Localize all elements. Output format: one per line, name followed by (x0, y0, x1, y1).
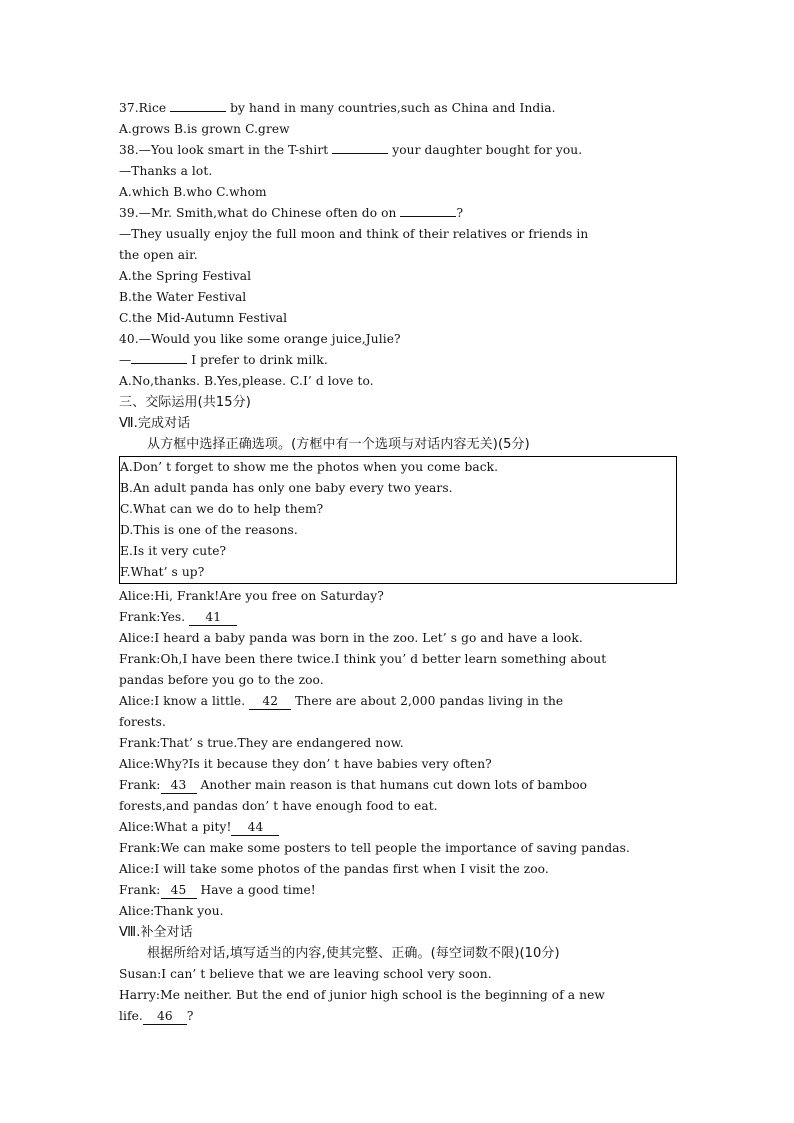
q38-reply: —Thanks a lot. (119, 164, 213, 178)
dialogue-line: Alice:I will take some photos of the pandas first when I visit the zoo. (119, 862, 549, 876)
choice-d: D.This is one of the reasons. (120, 523, 298, 537)
part8-instruction: 根据所给对话,填写适当的内容,使其完整、正确。(每空词数不限)(10分) (147, 946, 560, 961)
q40-options: A.No,thanks. B.Yes,please. C.I’ d love to. (119, 374, 374, 388)
part8-title: Ⅷ.补全对话 (119, 925, 193, 940)
dialogue-line: Alice:I heard a baby panda was born in the zoo. Let’ s go and have a look. (119, 631, 583, 645)
dialogue-line: Frank: 45 Have a good time! (119, 883, 316, 897)
dialogue-line: Frank: 43 Another main reason is that humans cut down lots of bamboo (119, 778, 588, 792)
q39-option-c: C.the Mid-Autumn Festival (119, 311, 288, 325)
choice-a: A.Don’ t forget to show me the photos when you come back. (120, 460, 499, 474)
q39-stem: 39.—Mr. Smith,what do Chinese often do on ? (119, 206, 464, 220)
dialogue2-line: life. 46 ? (119, 1009, 194, 1023)
q39-option-a: A.the Spring Festival (119, 269, 252, 283)
q39-reply: —They usually enjoy the full moon and think of their relatives or friends in (119, 227, 589, 241)
part7-title: Ⅶ.完成对话 (119, 416, 191, 431)
dialogue-line: Alice:Hi, Frank!Are you free on Saturday? (119, 589, 384, 603)
blank-45: 45 (161, 883, 197, 899)
q37-options: A.grows B.is grown C.grew (119, 122, 290, 136)
q37-stem: 37.Rice by hand in many countries,such as China and India. (119, 101, 556, 115)
q39-option-b: B.the Water Festival (119, 290, 247, 304)
blank-44: 44 (231, 820, 279, 836)
part7-instruction: 从方框中选择正确选项。(方框中有一个选项与对话内容无关)(5分) (147, 437, 530, 452)
dialogue-line: Alice:Thank you. (119, 904, 224, 918)
q39-reply-cont: the open air. (119, 248, 198, 262)
dialogue-line: Frank:Oh,I have been there twice.I think you’ d better learn something about (119, 652, 607, 666)
dialogue2-line: Harry:Me neither. But the end of junior high school is the beginning of a new (119, 988, 605, 1002)
dialogue-line: Frank:We can make some posters to tell people the importance of saving pandas. (119, 841, 630, 855)
choice-box (119, 456, 677, 584)
answer-blank (400, 216, 456, 217)
q38-options: A.which B.who C.whom (119, 185, 267, 199)
answer-blank (170, 111, 226, 112)
answer-blank (131, 363, 187, 364)
q38-stem: 38.—You look smart in the T-shirt your daughter bought for you. (119, 143, 583, 157)
dialogue-line: Alice:What a pity! 44 (119, 817, 679, 838)
dialogue-line: Frank:Yes. 41 (119, 607, 679, 628)
dialogue-line: Frank:That’ s true.They are endangered now. (119, 736, 404, 750)
worksheet (119, 98, 679, 1027)
dialogue-line: Alice:Why?Is it because they don’ t have babies very often? (119, 757, 492, 771)
q40-stem: 40.—Would you like some orange juice,Julie? (119, 332, 401, 346)
dialogue2-line: Susan:I can’ t believe that we are leaving school very soon. (119, 967, 492, 981)
section-title: 三、交际运用(共15分) (119, 395, 251, 410)
choice-b: B.An adult panda has only one baby every two years. (120, 481, 453, 495)
choice-f: F.What’ s up? (120, 565, 205, 579)
blank-46: 46 (143, 1009, 187, 1025)
dialogue-line: forests. (119, 715, 166, 729)
q40-reply: — I prefer to drink milk. (119, 353, 328, 367)
dialogue-line: pandas before you go to the zoo. (119, 673, 324, 687)
dialogue-line: Alice:I know a little. 42 There are about 2,000 pandas living in the (119, 694, 564, 708)
blank-43: 43 (161, 778, 197, 794)
blank-42: 42 (249, 694, 291, 710)
choice-e: E.Is it very cute? (120, 544, 227, 558)
blank-41: 41 (189, 610, 237, 626)
answer-blank (332, 153, 388, 154)
dialogue-line: forests,and pandas don’ t have enough food to eat. (119, 799, 438, 813)
choice-c: C.What can we do to help them? (120, 502, 324, 516)
